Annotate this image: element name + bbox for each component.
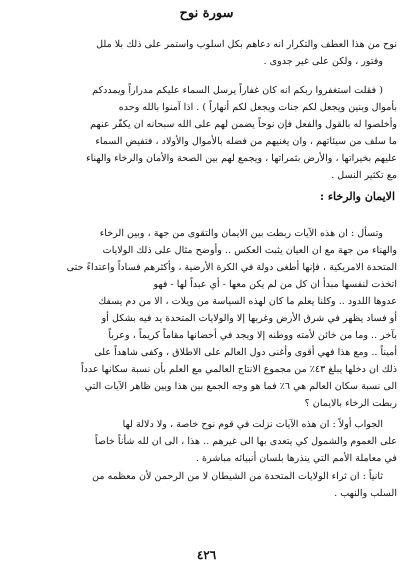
paragraph-quran-verse <box>16 82 397 184</box>
text-line: السلب والنهب . <box>334 488 397 499</box>
text-line: ثانياً : ان ثراء الولايات المتحدة من الشيطان لا من الرحمن لأن معظمه من <box>92 471 383 482</box>
text-line: وتسأل : ان هذه الآيات ربطت بين الايمان والتقوى من جهة ، وبين الرخاء <box>99 228 383 239</box>
text-line: على العموم والشمول كي يتعدى بها الى غيرهم .. هذا ، الى ان لله شأناً خاصاً <box>94 436 397 447</box>
text-line: أميناً .. ومع هذا فهي أقوى وأغنى دول العالم على الاطلاق ، وكفى شاهداً على <box>94 347 397 358</box>
text-line: وأخلصوا له بالقول والفعل فإن نوحاً يضمن لهم على الله سبحانه ان يكفّر عنهم <box>90 119 397 130</box>
text-line: نوح من هذا العطف والتكرار انه دعاهم بكل اسلوب واستمر على ذلك بلا ملل <box>96 39 397 50</box>
text-line: اتخذت لنفسها مبدأ ان كل من لم يكن معها - أي عبداً لها - فهو <box>153 279 397 290</box>
text-line: الجواب أولاً : ان هذه الآيات نزلت في قوم نوح خاصة ، ولا دلالة لها <box>122 419 383 430</box>
text-line: وفتور ، ولكن على غير جدوى . <box>263 56 383 67</box>
text-line: والهناء من جهة مع ان العيان يثبت العكس .. وأوضح مثال على ذلك الولايات <box>102 245 397 256</box>
text-line: الى نسبة سكان العالم هي ٦٪ فما هو وجه الجمع بين هذا وبين ظاهر الآيات التي <box>84 381 397 392</box>
page-number: ٤٢٦ <box>196 548 217 562</box>
page-title: سورة نوح <box>179 6 234 21</box>
text-line: ( فقلت استغفروا ربكم انه كان غفاراً يرسل السماء عليكم مدراراً ويمددكم <box>92 85 383 96</box>
paragraph-question <box>16 225 397 412</box>
paragraph-answer-first <box>16 416 397 467</box>
paragraph-answer-second <box>16 468 397 502</box>
text-line: المتحدة الامريكية ، فإنها أطغى دولة في الكرة الأرضية ، وأكثرهم فساداً واعتداءً حتى <box>66 262 397 273</box>
text-line: في معاملة الأمم التي ينذرها بلسان أنبيائه مباشرة . <box>195 453 397 464</box>
text-line: أو فساد يظهر في شرق الأرض وغربها إلا والولايات المتحدة يد فيه بشكل أو <box>101 313 397 324</box>
section-heading: الايمان والرخاء : <box>319 190 395 203</box>
text-line: مع تكثير النسل . <box>331 170 397 181</box>
text-line: بأموال وبنين ويجعل لكم جنات ويجعل لكم أنهاراً ) . اذا آمنوا بالله وحده <box>118 102 397 113</box>
text-line: ذلك ان دخلها يبلغ ٤٣٪ من مجموع الانتاج العالمي مع العلم بأن نسبة سكانها عدداً <box>80 364 397 375</box>
paragraph-intro <box>16 36 397 70</box>
text-line: بآخر .. وما من خائن لأمته ووطنه إلا ويجد في أحضانها مقاماً كريماً ، وعرباً <box>108 330 397 341</box>
text-line: ما سلف من سيئاتهم ، وان يغنيهم من فضله بالأموال والأولاد ، فتفيض السماء <box>95 136 397 147</box>
text-line: ربطت الرخاء بالايمان ؟ <box>304 398 397 409</box>
text-line: عدوها اللدود .. وكلنا يعلم ما كان لهذه السياسة من ويلات ، الا من دم يسفك <box>98 296 397 307</box>
text-line: عليهم بخيراتها ، والأرض بثمراتها ، ويجمع لهم بين الصحة والأمان والرخاء والهناء <box>86 153 397 164</box>
